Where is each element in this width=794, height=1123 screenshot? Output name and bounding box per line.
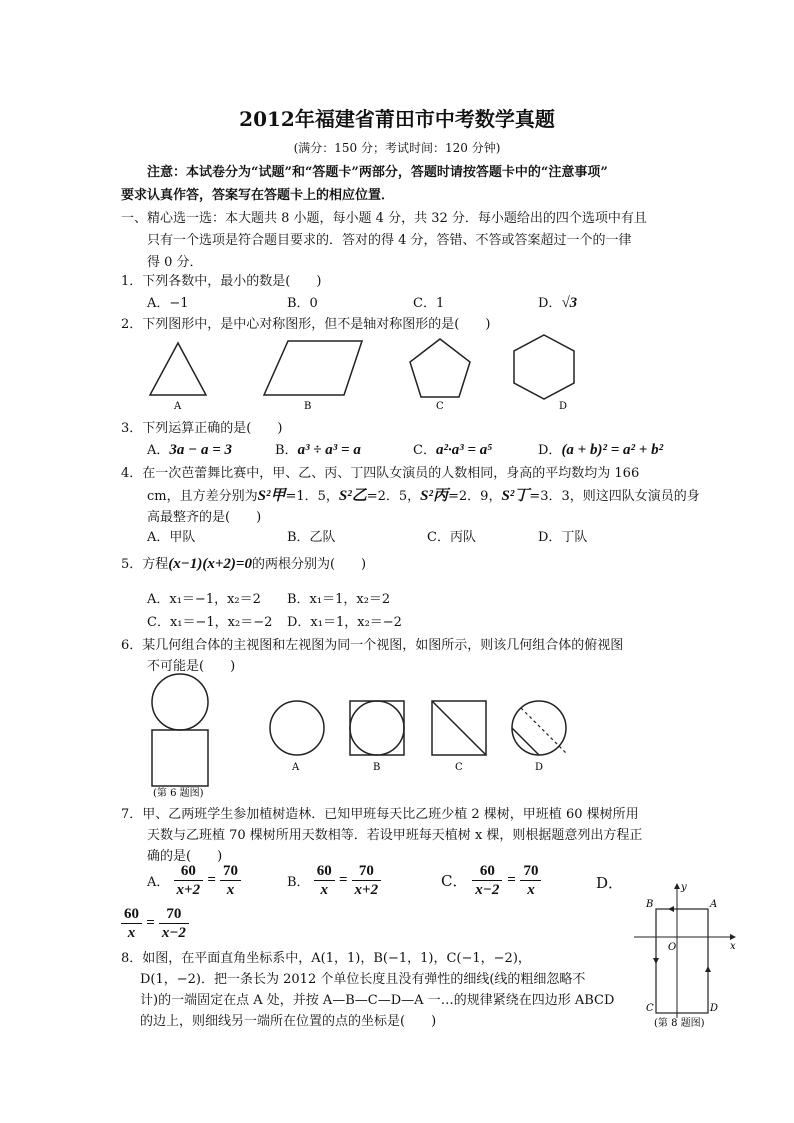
section-1-line-2: 只有一个选项是符合题目要求的．答对的得 4 分，答错、不答或答案超过一个的一律 [147,233,632,248]
q4-line-3: 高最整齐的是( ) [147,510,262,525]
pentagon-figure [410,339,470,397]
rectangle-abcd [656,909,708,1013]
q7-d-frac-right: $\frac{70}{x-2}$ [159,905,189,942]
q4-line2a: cm，且方差分别为 [147,489,258,504]
q7-option-c: C． $\frac{60}{x-2}$ = $\frac{70}{x}$ [441,862,541,899]
q3-a-math: 3a − a = 3 [169,442,233,458]
q1-option-a: A．−1 [147,296,189,311]
main-view-square [152,730,208,786]
variance-bing-value: =2．9， [448,489,502,504]
q5-option-c: C．x₁＝−1，x₂＝−2 [147,615,273,630]
q8-line-2: D(1，−2)．把一条长为 2012 个单位长度且没有弹性的细线(线的粗细忽略不 [140,972,586,987]
q6-option-c-diagonal [432,701,486,755]
q7-option-d-label: D． [596,874,624,892]
q5-option-d: D．x₁＝1，x₂＝−2 [287,615,402,630]
q2-figures [140,335,600,415]
q6-option-b-circle [350,701,404,755]
point-a-label: A [710,899,718,910]
q6-line-1: 6．某几何组合体的主视图和左视图为同一个视图，如图所示，则该几何组合体的俯视图 [121,638,624,653]
q2-label-b: B [304,401,312,412]
q1-option-d [538,292,577,312]
q7-a-frac-left: $\frac{60}{x+2}$ [174,862,204,899]
q6-option-d-circle [512,701,566,755]
point-b-label: B [646,899,654,910]
q1-stem: 1．下列各数中，最小的数是( ) [121,274,322,289]
q3-option-c [413,439,492,459]
q2-stem: 2．下列图形中，是中心对称图形，但不是轴对称图形的是( ) [121,317,491,332]
x-axis-label: x [730,941,736,952]
q3-c-label: C． [413,443,436,458]
q8-line-3: 计)的一端固定在点 A 处，并按 A—B—C—D—A 一…的规律紧绕在四边形 ABCD [140,993,615,1008]
q8-caption: (第 8 题图) [654,1018,705,1029]
q7-c-label: C． [441,872,468,890]
thread-arrow-left [653,958,659,964]
q6-option-a-circle [270,701,324,755]
hexagon-figure [514,335,574,399]
variance-yi: S²乙 [338,488,367,504]
q7-option-d: $\frac{60}{x}$ = $\frac{70}{x-2}$ [121,905,189,942]
q5-option-a: A．x₁＝−1，x₂＝2 [147,592,261,607]
q1-option-c: C．1 [413,296,445,311]
q7-line-3: 确的是( ) [147,849,223,864]
variance-bing: S²丙 [420,488,449,504]
variance-ding-value: =3．3，则这四队女演员的身 [529,489,700,504]
point-c-label: C [646,1003,654,1014]
q8-figure [630,880,740,1030]
q4-option-d: D．丁队 [538,530,588,545]
q6-figures [145,672,575,800]
point-d-label: D [710,1003,719,1014]
section-1-line-3: 得 0 分． [147,255,203,270]
thread-arrow-top [668,906,674,912]
q5-stem-pre: 5．方程 [121,557,169,572]
q2-label-a: A [174,401,182,412]
q3-d-math: (a + b)² = a² + b² [561,442,664,458]
q3-option-a [147,439,232,459]
q3-d-label: D． [538,443,562,458]
x-axis-arrow [730,934,736,940]
q4-line-2 [147,484,700,505]
q2-label-c: C [436,401,444,412]
q8-line-4: 的边上，则细线另一端所在位置的点的坐标是( ) [140,1014,437,1029]
q7-option-a: A． $\frac{60}{x+2}$ = $\frac{70}{x}$ [147,862,241,899]
q7-option-b: B． $\frac{60}{x}$ = $\frac{70}{x+2}$ [287,862,381,899]
q1-option-d-math: √3 [561,295,578,311]
q6-label-a: A [292,762,300,773]
triangle-figure [150,343,206,395]
q4-option-c: C．丙队 [427,530,476,545]
q6-label-b: B [373,762,381,773]
q7-c-frac-left: $\frac{60}{x-2}$ [472,862,502,899]
thread-arrow-right [705,966,711,972]
q7-a-frac-right: $\frac{70}{x}$ [220,862,241,899]
q7-line-1: 7．甲、乙两班学生参加植树造林．已知甲班每天比乙班少植 2 棵树，甲班植 60 棵树所用 [121,807,639,822]
q1-option-b: B．0 [287,296,318,311]
main-view-circle [152,674,208,730]
q4-line-1: 4．在一次芭蕾舞比赛中，甲、乙、丙、丁四队女演员的人数相同，身高的平均数均为 166 [121,466,640,481]
q3-stem: 3．下列运算正确的是( ) [121,421,283,436]
notice-line-1: 注意：本试卷分为“试题”和“答题卡”两部分，答题时请按答题卡中的“注意事项” [147,165,608,180]
notice-line-2: 要求认真作答，答案写在答题卡上的相应位置． [121,188,395,203]
variance-yi-value: =2．5， [366,489,421,504]
q6-option-d-dashed-line [521,708,566,753]
page-title: 2012年福建省莆田市中考数学真题 [239,107,555,131]
q3-c-math: a²·a³ = a⁵ [435,442,493,458]
q7-d-frac-left: $\frac{60}{x}$ [121,905,142,942]
q2-label-d: D [559,401,568,412]
exam-meta: (满分：150 分；考试时间：120 分钟) [293,141,501,155]
q1-option-d-label: D． [538,296,562,311]
q3-option-b [275,439,361,459]
q7-a-label: A． [147,875,170,890]
q5-equation: (x−1)(x+2)=0 [168,556,252,572]
q7-b-frac-right: $\frac{70}{x+2}$ [352,862,382,899]
variance-jia-value: =1．5， [285,489,339,504]
q3-b-math: a³ ÷ a³ = a [297,442,361,458]
variance-jia: S²甲 [257,488,286,504]
q5-stem-post: 的两根分别为( ) [251,557,367,572]
origin-label: O [668,942,677,953]
q3-a-label: A． [147,443,170,458]
q8-line-1: 8．如图，在平面直角坐标系中，A(1，1)，B(−1，1)，C(−1，−2)， [121,951,531,966]
parallelogram-figure [264,341,362,395]
q7-b-frac-left: $\frac{60}{x}$ [314,862,335,899]
q7-b-label: B． [287,875,310,890]
y-axis-label: y [681,882,687,893]
q6-line-2: 不可能是( ) [147,659,236,674]
q6-caption: (第 6 题图) [153,788,204,799]
q4-option-b: B．乙队 [287,530,336,545]
q4-option-a: A．甲队 [147,530,196,545]
q3-option-d [538,439,663,459]
q6-label-c: C [455,762,463,773]
section-1-line-1: 一、精心选一选：本大题共 8 小题，每小题 4 分，共 32 分．每小题给出的四个选项中有且 [121,211,647,226]
q7-c-frac-right: $\frac{70}{x}$ [520,862,541,899]
q3-b-label: B． [275,443,298,458]
q5-option-b: B．x₁＝1，x₂＝2 [287,592,391,607]
q6-label-d: D [535,762,544,773]
q7-line-2: 天数与乙班植 70 棵树所用天数相等．若设甲班每天植树 x 棵，则根据题意列出方程正 [147,828,643,843]
variance-ding: S²丁 [501,488,530,504]
y-axis-arrow [674,883,680,889]
q5-stem [121,553,366,573]
